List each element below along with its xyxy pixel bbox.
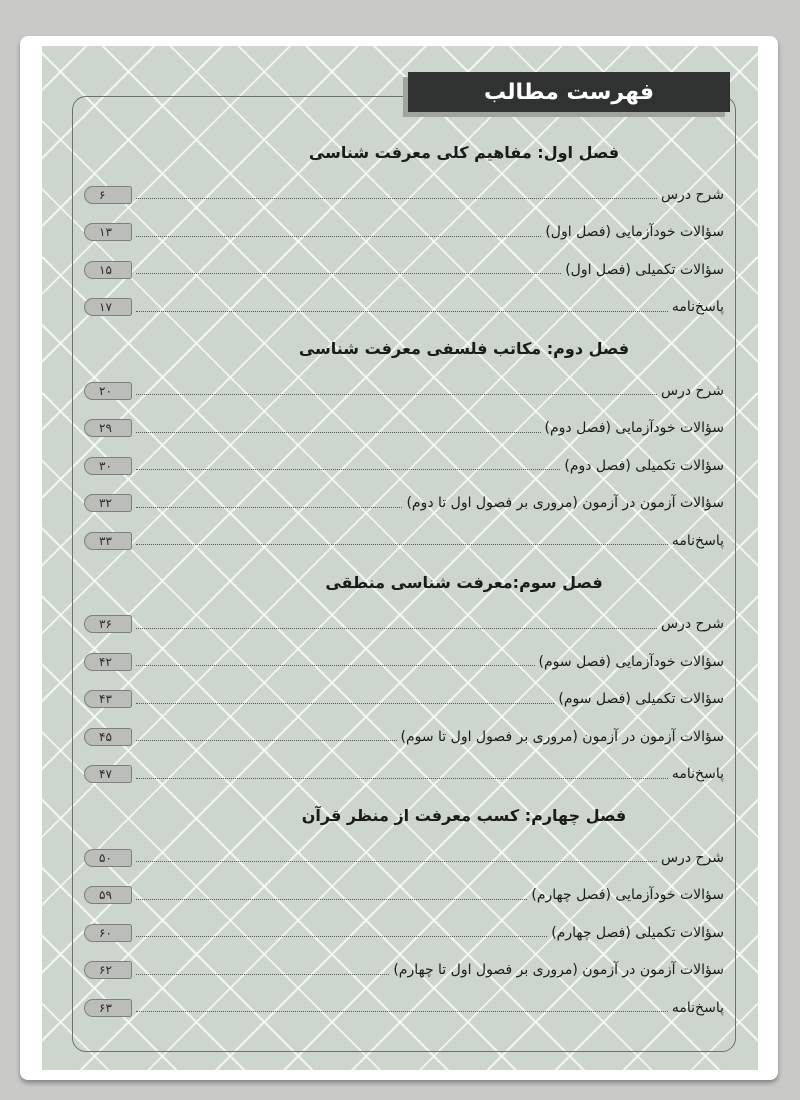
dot-leader — [136, 311, 668, 312]
toc-entry[interactable] — [84, 952, 724, 990]
entry-label: پاسخ‌نامه — [671, 299, 724, 316]
dot-leader — [136, 974, 389, 975]
toc-entry[interactable] — [84, 606, 724, 644]
dot-leader — [136, 628, 657, 629]
entry-label: سؤالات خودآزمایی (فصل اول) — [545, 224, 724, 241]
toc-list — [84, 130, 724, 1027]
page-number-tab: ۴۷ — [84, 765, 132, 783]
entry-label: پاسخ‌نامه — [671, 766, 724, 783]
page-number-tab: ۶۰ — [84, 924, 132, 942]
toc-entry[interactable] — [84, 718, 724, 756]
dot-leader — [136, 740, 397, 741]
chapter-title: فصل دوم: مکاتب فلسفی معرفت شناسی — [298, 339, 630, 358]
entry-label: سؤالات خودآزمایی (فصل سوم) — [538, 653, 724, 670]
page-number-tab: ۴۳ — [84, 690, 132, 708]
entry-label: سؤالات تکمیلی (فصل سوم) — [558, 691, 724, 708]
entry-label: سؤالات تکمیلی (فصل چهارم) — [551, 924, 724, 941]
entry-label: پاسخ‌نامه — [671, 532, 724, 549]
toc-entry[interactable] — [84, 989, 724, 1027]
chapter-title: فصل چهارم: کسب معرفت از منظر قرآن — [301, 806, 627, 825]
dot-leader — [136, 899, 527, 900]
page-number-tab: ۶۲ — [84, 961, 132, 979]
toc-entry[interactable] — [84, 251, 724, 289]
entry-label: شرح درس — [660, 616, 724, 633]
chapter-3 — [84, 560, 724, 794]
chapter-title: فصل سوم:معرفت شناسی منطقی — [325, 572, 603, 592]
toc-entry[interactable] — [84, 681, 724, 719]
page-number-tab: ۶۳ — [84, 999, 132, 1017]
chapter-title: فصل اول: مفاهیم کلی معرفت شناسی — [308, 143, 620, 162]
page-number-tab: ۲۰ — [84, 382, 132, 400]
entry-label: سؤالات آزمون در آزمون (مروری بر فصول اول تا دوم) — [406, 495, 724, 512]
dot-leader — [136, 469, 560, 470]
dot-leader — [136, 1011, 668, 1012]
dot-leader — [136, 936, 547, 937]
dot-leader — [136, 198, 657, 199]
toc-entry[interactable] — [84, 176, 724, 214]
entry-label: شرح درس — [660, 382, 724, 399]
page-number-tab: ۳۳ — [84, 532, 132, 550]
page-number-tab: ۶ — [84, 186, 132, 204]
dot-leader — [136, 665, 535, 666]
dot-leader — [136, 432, 541, 433]
entry-label: سؤالات تکمیلی (فصل دوم) — [564, 457, 724, 474]
page-number-tab: ۱۳ — [84, 223, 132, 241]
page-number-tab: ۵۰ — [84, 849, 132, 867]
dot-leader — [136, 394, 657, 395]
page-number-tab: ۳۶ — [84, 615, 132, 633]
toc-entry[interactable] — [84, 372, 724, 410]
entry-label: سؤالات آزمون در آزمون (مروری بر فصول اول تا سوم) — [400, 728, 724, 745]
toc-entry[interactable] — [84, 410, 724, 448]
toc-entry[interactable] — [84, 447, 724, 485]
toc-entry[interactable] — [84, 485, 724, 523]
toc-entry[interactable] — [84, 643, 724, 681]
page-number-tab: ۲۹ — [84, 419, 132, 437]
entry-label: شرح درس — [660, 186, 724, 203]
dot-leader — [136, 544, 668, 545]
dot-leader — [136, 236, 541, 237]
dot-leader — [136, 507, 402, 508]
toc-page — [42, 46, 758, 1070]
toc-entry[interactable] — [84, 877, 724, 915]
page-number-tab: ۳۰ — [84, 457, 132, 475]
chapter-2 — [84, 326, 724, 560]
page-number-tab: ۱۷ — [84, 298, 132, 316]
chapter-1 — [84, 130, 724, 326]
dot-leader — [136, 273, 561, 274]
page-number-tab: ۴۲ — [84, 653, 132, 671]
entry-label: سؤالات خودآزمایی (فصل دوم) — [544, 420, 724, 437]
toc-title: فهرست مطالب — [483, 79, 655, 105]
dot-leader — [136, 861, 657, 862]
toc-entry[interactable] — [84, 214, 724, 252]
toc-entry[interactable] — [84, 839, 724, 877]
entry-label: سؤالات آزمون در آزمون (مروری بر فصول اول تا چهارم) — [393, 962, 724, 979]
entry-label: پاسخ‌نامه — [671, 999, 724, 1016]
toc-entry[interactable] — [84, 289, 724, 327]
toc-title-banner — [408, 72, 730, 112]
toc-entry[interactable] — [84, 756, 724, 794]
dot-leader — [136, 703, 554, 704]
page-number-tab: ۵۹ — [84, 886, 132, 904]
page-number-tab: ۴۵ — [84, 728, 132, 746]
toc-entry[interactable] — [84, 914, 724, 952]
toc-entry[interactable] — [84, 522, 724, 560]
page-number-tab: ۳۲ — [84, 494, 132, 512]
chapter-4 — [84, 793, 724, 1027]
entry-label: شرح درس — [660, 849, 724, 866]
entry-label: سؤالات خودآزمایی (فصل چهارم) — [531, 887, 724, 904]
dot-leader — [136, 778, 668, 779]
entry-label: سؤالات تکمیلی (فصل اول) — [565, 261, 724, 278]
page-number-tab: ۱۵ — [84, 261, 132, 279]
